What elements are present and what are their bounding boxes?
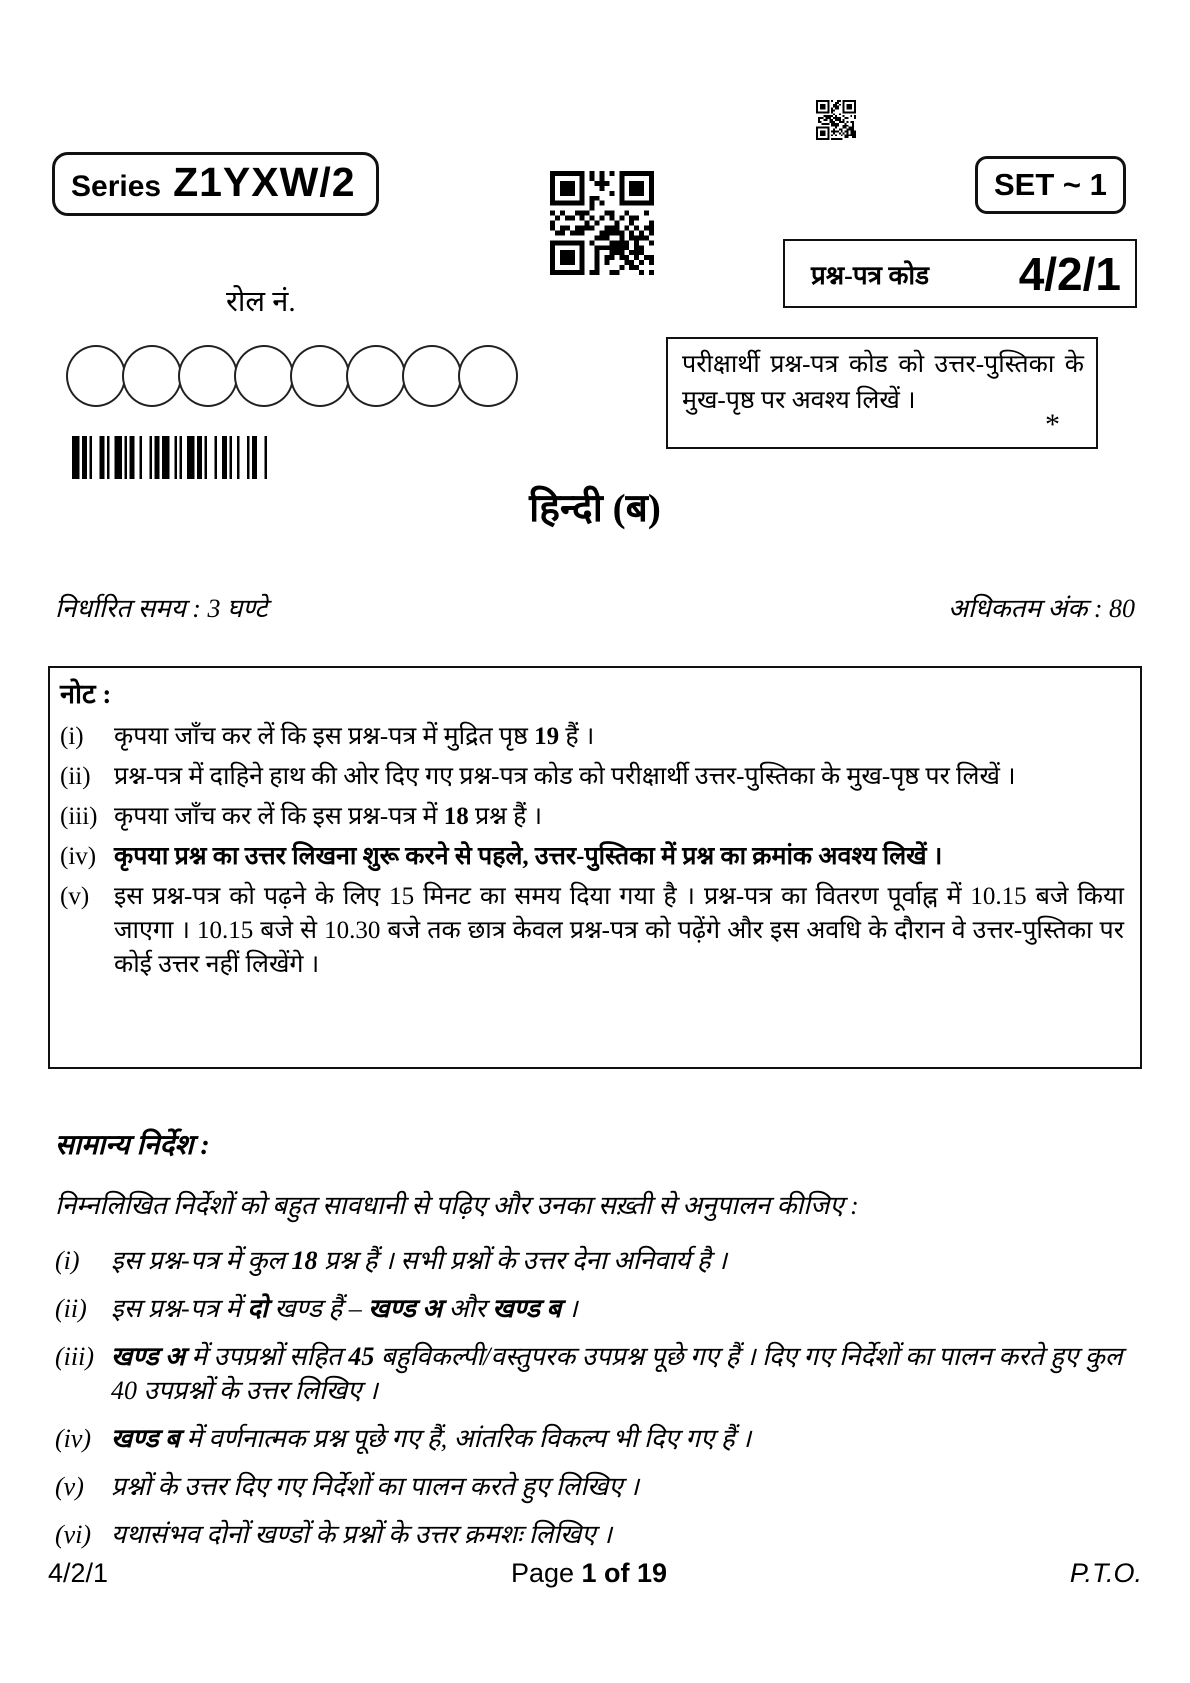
set-box [975, 156, 1126, 214]
roll-bubble[interactable] [290, 345, 350, 407]
instruction-item-label: (ii) [55, 1294, 87, 1323]
note-item [60, 880, 1128, 982]
instruction-item [55, 1340, 1140, 1408]
note-item-text: कृपया प्रश्न का उत्तर लिखना शुरू करने से पहले, उत्तर-पुस्तिका में प्रश्न का क्रमांक अवश्य लिखें । [114, 843, 943, 870]
time-marks-row [55, 589, 1135, 625]
qr-code-small-icon [816, 100, 856, 140]
set-label: SET ~ 1 [994, 167, 1107, 202]
note-item-label: (iv) [60, 843, 97, 870]
instruction-item-text: इस प्रश्न-पत्र में दो खण्ड हैं – खण्ड अ और खण्ड ब । [111, 1294, 578, 1323]
footer-page-number: Page 1 of 19 [510, 1558, 668, 1588]
roll-bubble[interactable] [402, 345, 462, 407]
instruction-item [55, 1470, 1140, 1504]
roll-bubble[interactable] [234, 345, 294, 407]
roll-bubble[interactable] [346, 345, 406, 407]
instruction-item-label: (iv) [55, 1424, 92, 1453]
instruction-item-text: प्रश्नों के उत्तर दिए गए निर्देशों का पालन करते हुए लिखिए । [111, 1472, 640, 1501]
instruction-item-text: यथासंभव दोनों खण्डों के प्रश्नों के उत्तर क्रमशः लिखिए । [111, 1520, 612, 1549]
footer-pto: P.T.O. [1069, 1558, 1142, 1588]
note-heading: नोट : [60, 679, 112, 709]
note-item-text: प्रश्न-पत्र में दाहिने हाथ की ओर दिए गए प्रश्न-पत्र कोड को परीक्षार्थी उत्तर-पुस्तिका के मुख-पृष्ठ पर लिखें । [114, 763, 1016, 790]
roll-bubble[interactable] [458, 345, 518, 407]
instruction-item-text: खण्ड अ में उपप्रश्नों सहित 45 बहुविकल्पी/वस्तुपरक उपप्रश्न पूछे गए हैं । दिए गए निर्देशों का पालन करते हुए कुल 40 उपप्रश्नों के उत्तर लिखिए । [111, 1342, 1123, 1405]
roll-number-label: रोल नं. [226, 286, 296, 318]
qr-code-main-icon [550, 171, 654, 275]
note-item-label: (ii) [60, 763, 91, 790]
note-item-label: (iii) [60, 803, 98, 830]
note-item-label: (i) [60, 723, 84, 750]
instruction-item [55, 1244, 1140, 1278]
general-instructions-list [55, 1244, 1140, 1552]
question-paper-code-label: प्रश्न-पत्र कोड [811, 260, 930, 290]
roll-bubble[interactable] [178, 345, 238, 407]
time-allowed: निर्धारित समय : 3 घण्टे [55, 594, 268, 623]
series-value: Z1YXW/2 [173, 159, 356, 205]
instruction-item-text: खण्ड ब में वर्णनात्मक प्रश्न पूछे गए हैं, आंतरिक विकल्प भी दिए गए हैं । [111, 1424, 752, 1453]
note-item-label: (v) [60, 883, 90, 910]
roll-bubble[interactable] [66, 345, 126, 407]
general-instructions-section [55, 1128, 1140, 1566]
series-box [52, 152, 379, 216]
max-marks: अधिकतम अंक : 80 [948, 594, 1135, 623]
note-item [60, 840, 1128, 874]
instruction-item-label: (iii) [55, 1342, 94, 1371]
candidate-instruction-text: परीक्षार्थी प्रश्न-पत्र कोड को उत्तर-पुस्तिका के मुख-पृष्ठ पर अवश्य लिखें । [682, 351, 1084, 414]
note-item-text: कृपया जाँच कर लें कि इस प्रश्न-पत्र में मुद्रित पृष्ठ 19 हैं । [114, 723, 595, 750]
note-item [60, 720, 1128, 754]
note-item [60, 800, 1128, 834]
footer-paper-code: 4/2/1 [48, 1558, 109, 1588]
general-instructions-subheading: निम्नलिखित निर्देशों को बहुत सावधानी से पढ़िए और उनका सख़्ती से अनुपालन कीजिए : [55, 1191, 859, 1220]
instruction-item [55, 1422, 1140, 1456]
note-item [60, 760, 1128, 794]
barcode [72, 436, 272, 479]
question-paper-code-value: 4/2/1 [1018, 247, 1121, 300]
note-item-text: कृपया जाँच कर लें कि इस प्रश्न-पत्र में 18 प्रश्न हैं । [114, 803, 543, 830]
general-instructions-heading: सामान्य निर्देश : [55, 1130, 210, 1161]
series-label: Series [71, 170, 162, 203]
instruction-item [55, 1518, 1140, 1552]
roll-number-bubbles [66, 345, 514, 407]
instruction-item [55, 1292, 1140, 1326]
asterisk-mark: * [1045, 408, 1060, 442]
instruction-item-label: (vi) [55, 1520, 92, 1549]
note-box [48, 666, 1142, 1069]
roll-bubble[interactable] [122, 345, 182, 407]
page-footer [48, 1558, 1142, 1589]
paper-title: हिन्दी (ब) [529, 487, 661, 530]
instruction-item-label: (v) [55, 1472, 84, 1501]
candidate-instruction-box [666, 337, 1098, 449]
instruction-item-label: (i) [55, 1246, 80, 1275]
instruction-item-text: इस प्रश्न-पत्र में कुल 18 प्रश्न हैं । सभी प्रश्नों के उत्तर देना अनिवार्य है । [111, 1246, 728, 1275]
note-item-text: इस प्रश्न-पत्र को पढ़ने के लिए 15 मिनट का समय दिया गया है । प्रश्न-पत्र का वितरण पूर्वाह्न में 10.15 बजे किया जाएगा । 10.15 बजे से 10.30 बजे तक छात्र केवल प्रश्न-पत्र को पढ़ेंगे और इस अवधि के दौरान वे उत्तर-पुस्तिका पर कोई उत्तर नहीं लिखेंगे । [114, 883, 1124, 978]
question-paper-code-box [783, 239, 1137, 308]
